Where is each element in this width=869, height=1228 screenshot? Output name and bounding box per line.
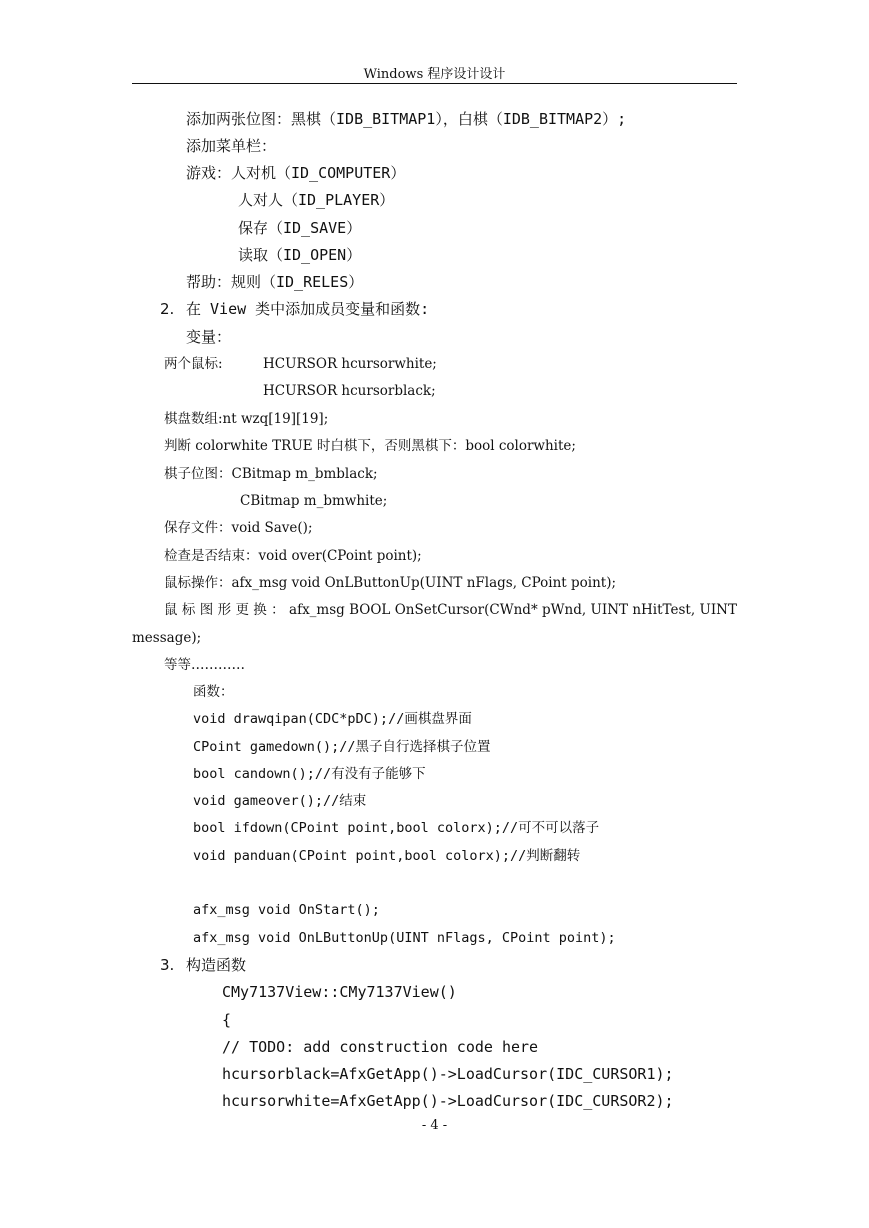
- text-line: 保存文件：void Save();: [164, 520, 313, 536]
- text-line: 游戏：人对机（ID_COMPUTER）: [186, 164, 406, 182]
- code-line: void gameover();//结束: [193, 793, 367, 809]
- text-line: 人对人（ID_PLAYER）: [238, 191, 395, 209]
- text-line: 帮助：规则（ID_RELES）: [186, 273, 364, 291]
- code-line: afx_msg void OnLButtonUp(UINT nFlags, CPoint point);: [193, 930, 616, 946]
- list-number: 2.: [160, 300, 175, 318]
- text-line: 鼠 标 图 形 更 换 ： afx_msg BOOL OnSetCursor(CWnd* pWnd, UINT nHitTest, UINT: [164, 602, 737, 618]
- text-line: CBitmap m_bmwhite;: [240, 493, 388, 509]
- text-line: 判断 colorwhite TRUE 时白棋下，否则黑棋下：bool colorwhite;: [164, 438, 576, 454]
- text-line: 检查是否结束：void over(CPoint point);: [164, 548, 422, 564]
- list-number: 3.: [160, 956, 175, 974]
- code-line: bool ifdown(CPoint point,bool colorx);//可不可以落子: [193, 820, 600, 836]
- text-line: 两个鼠标:: [164, 356, 223, 372]
- page-header: Windows 程序设计设计: [363, 67, 506, 82]
- code-line: CMy7137View::CMy7137View(): [222, 983, 457, 1001]
- code-line: void drawqipan(CDC*pDC);//画棋盘界面: [193, 711, 472, 727]
- text-line: 棋子位图：CBitmap m_bmblack;: [164, 466, 378, 482]
- code-line: hcursorblack=AfxGetApp()->LoadCursor(IDC_CURSOR1);: [222, 1065, 674, 1083]
- code-line: // TODO: add construction code here: [222, 1038, 539, 1056]
- text-line: 鼠标操作：afx_msg void OnLButtonUp(UINT nFlags, CPoint point);: [164, 575, 617, 591]
- code-line: void panduan(CPoint point,bool colorx);//判断翻转: [193, 848, 581, 864]
- text-line: 等等…………: [164, 657, 245, 673]
- code-line: {: [222, 1011, 232, 1029]
- text-line: 添加菜单栏：: [186, 137, 277, 155]
- code-line: afx_msg void OnStart();: [193, 902, 380, 918]
- text-line: HCURSOR hcursorwhite;: [263, 356, 437, 372]
- section-heading: 在 View 类中添加成员变量和函数:: [186, 300, 430, 318]
- text-line: 函数：: [193, 684, 234, 700]
- text-line: 变量：: [186, 328, 232, 346]
- code-line: CPoint gamedown();//黑子自行选择棋子位置: [193, 739, 491, 755]
- header-divider: [132, 83, 737, 84]
- code-line: hcursorwhite=AfxGetApp()->LoadCursor(IDC_CURSOR2);: [222, 1092, 674, 1110]
- text-line: 保存（ID_SAVE）: [238, 219, 362, 237]
- text-line: 添加两张位图：黑棋（IDB_BITMAP1），白棋（IDB_BITMAP2）;: [186, 110, 627, 128]
- section-heading: 构造函数: [186, 956, 247, 974]
- page-number: - 4 -: [421, 1118, 448, 1133]
- text-line: 读取（ID_OPEN）: [238, 246, 362, 264]
- text-line: 棋盘数组:nt wzq[19][19];: [164, 411, 329, 427]
- code-line: bool candown();//有没有子能够下: [193, 766, 426, 782]
- text-line: message);: [132, 630, 202, 646]
- text-line: HCURSOR hcursorblack;: [263, 383, 436, 399]
